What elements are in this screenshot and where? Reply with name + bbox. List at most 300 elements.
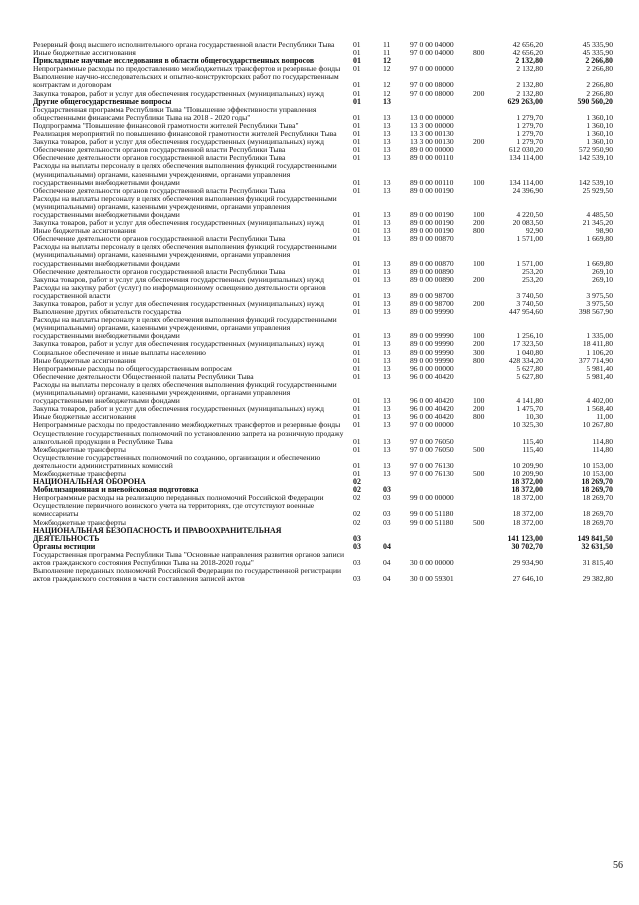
amount-year-2: 269,10: [592, 266, 613, 276]
amount-year-1: 1 475,70: [516, 404, 543, 414]
section-code: 01: [353, 274, 361, 284]
amount-year-2: 5 981,40: [586, 371, 613, 381]
amount-year-2: 10 153,00: [582, 460, 613, 470]
amount-year-1: 134 114,00: [509, 153, 543, 163]
subsection-code: 03: [383, 493, 391, 503]
table-row: [33, 243, 613, 267]
table-row: [33, 381, 613, 405]
amount-year-1: 42 656,20: [512, 48, 543, 58]
section-code: 03: [353, 574, 361, 584]
amount-year-2: 114,80: [592, 444, 613, 454]
section-code: 01: [353, 371, 361, 381]
subsection-code: 11: [383, 48, 391, 58]
expense-type-code: 100: [473, 396, 485, 406]
amount-year-1: 612 030,20: [508, 145, 543, 155]
row-name: Осуществление первичного воинского учета на территориях, где отсутствуют военные комиссариаты: [33, 501, 315, 519]
target-article-code: 89 0 00 99990: [410, 339, 454, 349]
amount-year-2: 149 841,50: [577, 533, 613, 543]
expense-type-code: 800: [473, 412, 485, 422]
target-article-code: 89 0 00 00000: [410, 145, 454, 155]
section-code: 01: [353, 120, 361, 130]
row-name: Расходы на закупку работ (услуг) по информационному освещению деятельности органов государственной власти: [33, 282, 326, 300]
row-name: Закупка товаров, работ и услуг для обеспечения государственных (муниципальных) нужд: [33, 218, 324, 228]
amount-year-1: 10 325,30: [512, 420, 543, 430]
amount-year-1: 1 571,00: [516, 234, 543, 244]
amount-year-2: 10 267,80: [582, 420, 613, 430]
amount-year-1: 253,20: [522, 266, 543, 276]
amount-year-1: 1 279,70: [516, 112, 543, 122]
target-article-code: 89 0 00 99990: [410, 307, 454, 317]
table-row: [33, 551, 613, 567]
amount-year-1: 5 627,80: [516, 371, 543, 381]
expense-type-code: 100: [473, 258, 485, 268]
row-name: Органы юстиции: [33, 541, 96, 551]
section-code: 01: [353, 436, 361, 446]
row-name: Непрограммные расходы по предоставлению межбюджетных трансфертов и резервные фонды: [33, 64, 341, 74]
subsection-code: 13: [383, 112, 391, 122]
subsection-code: 13: [383, 396, 391, 406]
row-name: Закупка товаров, работ и услуг для обеспечения государственных (муниципальных) нужд: [33, 137, 324, 147]
section-code: 01: [353, 137, 361, 147]
amount-year-2: 377 714,90: [578, 355, 613, 365]
row-name: Расходы на выплаты персоналу в целях обеспечения выполнения функций государственными (муниципальными) органами, казенными учреждениями, органами управления государственными внебюджетными фондами: [33, 379, 337, 406]
target-article-code: 99 0 00 51180: [410, 509, 454, 519]
subsection-code: 13: [383, 290, 391, 300]
amount-year-2: 32 631,50: [581, 541, 613, 551]
row-name: Непрограммные расходы по общегосударственным вопросам: [33, 363, 232, 373]
target-article-code: 97 0 00 04000: [410, 40, 454, 49]
table-row: [33, 195, 613, 219]
amount-year-2: 3 975,50: [586, 299, 613, 308]
subsection-code: 13: [383, 460, 391, 470]
subsection-code: 13: [383, 307, 391, 317]
target-article-code: 30 0 00 00000: [410, 558, 454, 567]
amount-year-2: 572 950,90: [578, 145, 613, 155]
amount-year-1: 2 132,80: [516, 88, 543, 98]
row-name: Расходы на выплаты персоналу в целях обеспечения выполнения функций государственными (муниципальными) органами, казенными учреждениями, органами управления государственными внебюджетными фондами: [33, 193, 337, 219]
amount-year-2: 398 567,90: [578, 307, 613, 317]
target-article-code: 89 0 00 00190: [410, 218, 454, 228]
subsection-code: 13: [383, 209, 391, 219]
section-code: 01: [353, 468, 361, 478]
expense-type-code: 200: [473, 88, 485, 98]
section-code: 02: [353, 485, 361, 495]
target-article-code: 89 0 00 99990: [410, 355, 454, 365]
subsection-code: 13: [383, 339, 391, 349]
amount-year-2: 10 153,00: [582, 468, 613, 478]
row-name: Осуществление государственных полномочий по созданию, организации и обеспечению деятельности административных комиссий: [33, 452, 321, 470]
target-article-code: 97 0 00 00000: [410, 64, 454, 74]
expense-type-code: 800: [473, 48, 485, 58]
amount-year-1: 253,20: [522, 274, 543, 284]
subsection-code: 13: [383, 266, 391, 276]
target-article-code: 89 0 00 00190: [410, 185, 454, 195]
expense-type-code: 200: [473, 218, 485, 228]
target-article-code: 99 0 00 51180: [410, 517, 454, 527]
amount-year-2: 18 269,70: [582, 509, 613, 519]
row-name: Непрограммные расходы на реализацию переданных полномочий Российской Федерации: [33, 493, 324, 503]
amount-year-2: 2 266,80: [586, 80, 613, 90]
expense-type-code: 800: [473, 226, 485, 236]
subsection-code: 13: [383, 331, 391, 341]
row-name: Иные бюджетные ассигнования: [33, 48, 136, 58]
row-name: Иные бюджетные ассигнования: [33, 412, 136, 422]
section-code: 01: [353, 112, 361, 122]
amount-year-2: 18 269,70: [582, 517, 613, 527]
section-code: 01: [353, 460, 361, 470]
amount-year-1: 1 571,00: [516, 258, 543, 268]
expense-type-code: 100: [473, 331, 485, 341]
row-name: Закупка товаров, работ и услуг для обеспечения государственных (муниципальных) нужд: [33, 404, 324, 414]
amount-year-2: 1 669,80: [586, 258, 613, 268]
row-name: Подпрограмма "Повышение финансовой грамотности жителей Республики Тыва": [33, 120, 299, 130]
amount-year-1: 115,40: [522, 436, 543, 446]
subsection-code: 13: [383, 137, 391, 147]
subsection-code: 13: [383, 404, 391, 414]
section-code: 01: [353, 339, 361, 349]
amount-year-2: 1 360,10: [586, 112, 613, 122]
section-code: 03: [353, 541, 361, 551]
target-article-code: 97 0 00 76050: [410, 436, 454, 446]
row-name: Иные бюджетные ассигнования: [33, 355, 136, 365]
row-name: Обеспечение деятельности органов государственной власти Республики Тыва: [33, 145, 286, 155]
amount-year-2: 142 539,10: [578, 177, 613, 187]
row-name: Реализация мероприятий по повышению финансовой грамотности жителей Республики Тыва: [33, 129, 337, 139]
row-name: Обеспечение деятельности Общественной палаты Республики Тыва: [33, 371, 254, 381]
amount-year-2: 4 402,00: [586, 396, 613, 406]
subsection-code: 04: [383, 558, 391, 567]
subsection-code: 04: [383, 574, 391, 584]
amount-year-1: 17 323,50: [512, 339, 543, 349]
amount-year-1: 134 114,00: [509, 177, 543, 187]
amount-year-2: 25 929,50: [582, 185, 613, 195]
section-code: 02: [353, 509, 361, 519]
row-name: Расходы на выплаты персоналу в целях обеспечения выполнения функций государственными (муниципальными) органами, казенными учреждениями, органами управления государственными внебюджетными фондами: [33, 242, 337, 268]
amount-year-2: 11,00: [596, 412, 613, 422]
amount-year-1: 4 220,50: [516, 209, 543, 219]
row-name: Закупка товаров, работ и услуг для обеспечения государственных (муниципальных) нужд: [33, 274, 324, 284]
amount-year-1: 1 040,80: [516, 347, 543, 357]
amount-year-2: 1 335,00: [586, 331, 613, 341]
row-name: Расходы на выплаты персоналу в целях обеспечения выполнения функций государственными (муниципальными) органами, казенными учреждениями, органами управления государственными внебюджетными фондами: [33, 315, 337, 341]
target-article-code: 97 0 00 08000: [410, 88, 454, 98]
amount-year-1: 2 132,80: [516, 64, 543, 74]
amount-year-1: 10 209,90: [512, 460, 543, 470]
section-code: 01: [353, 40, 361, 49]
expense-type-code: 300: [473, 347, 485, 357]
target-article-code: 13 3 00 00130: [410, 137, 454, 147]
amount-year-1: 18 372,00: [511, 477, 543, 487]
row-name: Обеспечение деятельности органов государственной власти Республики Тыва: [33, 185, 286, 195]
target-article-code: 13 3 00 00000: [410, 120, 454, 130]
expense-type-code: 100: [473, 177, 485, 187]
section-code: 01: [353, 185, 361, 195]
expense-type-code: 200: [473, 404, 485, 414]
section-code: 01: [353, 412, 361, 422]
amount-year-1: 18 372,00: [511, 485, 543, 495]
subsection-code: 13: [383, 363, 391, 373]
row-name: Обеспечение деятельности органов государственной власти Республики Тыва: [33, 234, 286, 244]
subsection-code: 13: [383, 468, 391, 478]
amount-year-1: 3 740,50: [516, 290, 543, 300]
amount-year-1: 42 656,20: [512, 40, 543, 49]
expense-type-code: 500: [473, 444, 485, 454]
amount-year-1: 18 372,00: [512, 493, 543, 503]
amount-year-1: 4 141,80: [516, 396, 543, 406]
table-row: [33, 73, 613, 89]
section-code: 01: [353, 234, 361, 244]
subsection-code: 13: [383, 177, 391, 187]
amount-year-1: 10,30: [525, 412, 543, 422]
target-article-code: 96 0 00 40420: [410, 404, 454, 414]
row-name: Закупка товаров, работ и услуг для обеспечения государственных (муниципальных) нужд: [33, 339, 324, 349]
row-name: Обеспечение деятельности органов государственной власти Республики Тыва: [33, 266, 286, 276]
amount-year-1: 1 256,10: [516, 331, 543, 341]
target-article-code: 89 0 00 98700: [410, 290, 454, 300]
target-article-code: 96 0 00 00000: [410, 363, 454, 373]
amount-year-2: 3 975,50: [586, 290, 613, 300]
target-article-code: 89 0 00 00890: [410, 266, 454, 276]
row-name: Выполнение научно-исследовательских и опытно-конструкторских работ по государственным контрактам и договорам: [33, 72, 339, 90]
expense-type-code: 200: [473, 339, 485, 349]
section-code: 01: [353, 226, 361, 236]
amount-year-1: 30 702,70: [511, 541, 543, 551]
amount-year-1: 629 263,00: [507, 96, 543, 106]
row-name: Выполнение переданных полномочий Российской Федерации по государственной регистрации актов гражданского состояния в части составления записей актов: [33, 566, 342, 584]
section-code: 01: [353, 145, 361, 155]
amount-year-2: 4 485,50: [586, 209, 613, 219]
subsection-code: 03: [383, 509, 391, 519]
row-name: Государственная программа Республики Тыва "Повышение эффективности управления общественными финансами Республики Тыва на 2018 - 2020 годы": [33, 104, 317, 122]
section-code: 01: [353, 64, 361, 74]
row-name: Выполнение других обязательств государства: [33, 307, 182, 317]
row-name: Закупка товаров, работ и услуг для обеспечения государственных (муниципальных) нужд: [33, 88, 324, 98]
target-article-code: 89 0 00 00110: [410, 177, 454, 187]
subsection-code: 11: [383, 40, 391, 49]
amount-year-1: 18 372,00: [512, 517, 543, 527]
section-code: 01: [353, 404, 361, 414]
amount-year-2: 29 382,80: [582, 574, 613, 584]
amount-year-1: 18 372,00: [512, 509, 543, 519]
section-code: 03: [353, 533, 361, 543]
target-article-code: 89 0 00 00190: [410, 209, 454, 219]
expense-type-code: 800: [473, 355, 485, 365]
section-code: 01: [353, 88, 361, 98]
amount-year-1: 447 954,60: [508, 307, 543, 317]
amount-year-2: 2 266,80: [586, 88, 613, 98]
section-code: 01: [353, 258, 361, 268]
amount-year-1: 3 740,50: [516, 299, 543, 308]
section-code: 03: [353, 558, 361, 567]
subsection-code: 13: [383, 153, 391, 163]
amount-year-2: 45 335,90: [582, 40, 613, 49]
expense-type-code: 200: [473, 137, 485, 147]
section-code: 01: [353, 363, 361, 373]
row-name: Мобилизационная и вневойсковая подготовка: [33, 485, 199, 495]
amount-year-1: 428 334,20: [508, 355, 543, 365]
table-row: [33, 430, 613, 446]
section-code: 01: [353, 96, 361, 106]
amount-year-2: 142 539,10: [578, 153, 613, 163]
target-article-code: 97 0 00 76050: [410, 444, 454, 454]
target-article-code: 89 0 00 00890: [410, 274, 454, 284]
row-name: НАЦИОНАЛЬНАЯ ОБОРОНА: [33, 477, 146, 487]
target-article-code: 89 0 00 00190: [410, 226, 454, 236]
amount-year-1: 27 646,10: [512, 574, 543, 584]
subsection-code: 13: [383, 274, 391, 284]
target-article-code: 96 0 00 40420: [410, 396, 454, 406]
amount-year-1: 29 934,90: [512, 558, 543, 567]
section-code: 01: [353, 177, 361, 187]
table-row: [33, 502, 613, 518]
amount-year-2: 31 815,40: [582, 558, 613, 567]
section-code: 01: [353, 396, 361, 406]
subsection-code: 13: [383, 226, 391, 236]
amount-year-2: 1 360,10: [586, 129, 613, 139]
row-name: Непрограммные расходы по предоставлению межбюджетных трансфертов и резервные фонды: [33, 420, 341, 430]
target-article-code: 97 0 00 08000: [410, 80, 454, 90]
target-article-code: 13 3 00 00130: [410, 129, 454, 139]
target-article-code: 89 0 00 00870: [410, 234, 454, 244]
target-article-code: 96 0 00 40420: [410, 412, 454, 422]
subsection-code: 13: [383, 218, 391, 228]
section-code: 01: [353, 347, 361, 357]
target-article-code: 97 0 00 04000: [410, 48, 454, 58]
section-code: 01: [353, 218, 361, 228]
amount-year-1: 1 279,70: [516, 137, 543, 147]
table-row: [33, 284, 613, 300]
subsection-code: 13: [383, 120, 391, 130]
target-article-code: 99 0 00 00000: [410, 493, 454, 503]
amount-year-2: 45 335,90: [582, 48, 613, 58]
table-row: [33, 162, 613, 186]
amount-year-1: 20 083,50: [512, 218, 543, 228]
expense-type-code: 100: [473, 209, 485, 219]
amount-year-1: 5 627,80: [516, 363, 543, 373]
section-code: 02: [353, 517, 361, 527]
section-code: 01: [353, 307, 361, 317]
subsection-code: 13: [383, 371, 391, 381]
expense-type-code: 500: [473, 468, 485, 478]
row-name: Обеспечение деятельности органов государственной власти Республики Тыва: [33, 153, 286, 163]
amount-year-2: 21 345,20: [582, 218, 613, 228]
expense-type-code: 500: [473, 517, 485, 527]
subsection-code: 12: [383, 56, 391, 66]
amount-year-1: 24 396,90: [512, 185, 543, 195]
subsection-code: 13: [383, 420, 391, 430]
subsection-code: 13: [383, 347, 391, 357]
subsection-code: 13: [383, 436, 391, 446]
section-code: 01: [353, 153, 361, 163]
subsection-code: 13: [383, 258, 391, 268]
table-row: [33, 527, 613, 543]
amount-year-2: 18 411,80: [582, 339, 613, 349]
row-name: Закупка товаров, работ и услуг для обеспечения государственных (муниципальных) нужд: [33, 299, 324, 308]
amount-year-2: 2 266,80: [585, 56, 613, 66]
amount-year-2: 1 360,10: [586, 120, 613, 130]
amount-year-2: 18 269,70: [581, 485, 613, 495]
expense-type-code: 200: [473, 274, 485, 284]
table-row: [33, 454, 613, 470]
subsection-code: 13: [383, 299, 391, 308]
row-name: Социальное обеспечение и иные выплаты населению: [33, 347, 206, 357]
target-article-code: 97 0 00 76130: [410, 468, 454, 478]
subsection-code: 13: [383, 234, 391, 244]
section-code: 01: [353, 48, 361, 58]
amount-year-2: 590 560,20: [577, 96, 613, 106]
amount-year-2: 1 568,40: [586, 404, 613, 414]
amount-year-2: 1 669,80: [586, 234, 613, 244]
section-code: 01: [353, 209, 361, 219]
target-article-code: 97 0 00 76130: [410, 460, 454, 470]
row-name: Межбюджетные трансферты: [33, 444, 126, 454]
amount-year-1: 92,90: [525, 226, 543, 236]
amount-year-2: 18 269,70: [581, 477, 613, 487]
section-code: 01: [353, 266, 361, 276]
section-code: 01: [353, 80, 361, 90]
section-code: 01: [353, 299, 361, 308]
subsection-code: 13: [383, 185, 391, 195]
table-row: [33, 106, 613, 122]
subsection-code: 13: [383, 145, 391, 155]
subsection-code: 03: [383, 485, 391, 495]
row-name: Резервный фонд высшего исполнительного органа государственной власти Республики Тыва: [33, 40, 335, 49]
section-code: 01: [353, 56, 361, 66]
subsection-code: 12: [383, 88, 391, 98]
amount-year-1: 1 279,70: [516, 129, 543, 139]
section-code: 01: [353, 129, 361, 139]
row-name: Государственная программа Республики Тыва "Основные направления развития органов записи актов гражданского состояния Республики Тыва на 2018-2020 годы": [33, 549, 345, 567]
amount-year-2: 18 269,70: [582, 493, 613, 503]
budget-table: [33, 41, 613, 583]
table-row: [33, 316, 613, 340]
section-code: 01: [353, 444, 361, 454]
subsection-code: 13: [383, 355, 391, 365]
target-article-code: 89 0 00 98700: [410, 299, 454, 308]
amount-year-2: 5 981,40: [586, 363, 613, 373]
target-article-code: 13 0 00 00000: [410, 112, 454, 122]
row-name: Прикладные научные исследования в области общегосударственных вопросов: [33, 56, 315, 66]
subsection-code: 13: [383, 129, 391, 139]
amount-year-2: 1 106,20: [586, 347, 613, 357]
subsection-code: 13: [383, 444, 391, 454]
page-number: 56: [613, 860, 623, 871]
amount-year-2: 269,10: [592, 274, 613, 284]
section-code: 02: [353, 493, 361, 503]
table-row: [33, 567, 613, 583]
amount-year-2: 1 360,10: [586, 137, 613, 147]
amount-year-1: 2 132,80: [516, 80, 543, 90]
amount-year-2: 114,80: [592, 436, 613, 446]
target-article-code: 89 0 00 00110: [410, 153, 454, 163]
target-article-code: 96 0 00 40420: [410, 371, 454, 381]
row-name: Межбюджетные трансферты: [33, 468, 126, 478]
section-code: 01: [353, 331, 361, 341]
amount-year-2: 2 266,80: [586, 64, 613, 74]
subsection-code: 12: [383, 80, 391, 90]
subsection-code: 04: [383, 541, 391, 551]
section-code: 01: [353, 355, 361, 365]
amount-year-1: 10 209,90: [512, 468, 543, 478]
subsection-code: 13: [383, 96, 391, 106]
row-name: Межбюджетные трансферты: [33, 517, 126, 527]
target-article-code: 89 0 00 99990: [410, 331, 454, 341]
amount-year-1: 2 132,80: [515, 56, 543, 66]
amount-year-1: 1 279,70: [516, 120, 543, 130]
amount-year-1: 115,40: [522, 444, 543, 454]
row-name: Другие общегосударственные вопросы: [33, 96, 172, 106]
section-code: 01: [353, 290, 361, 300]
